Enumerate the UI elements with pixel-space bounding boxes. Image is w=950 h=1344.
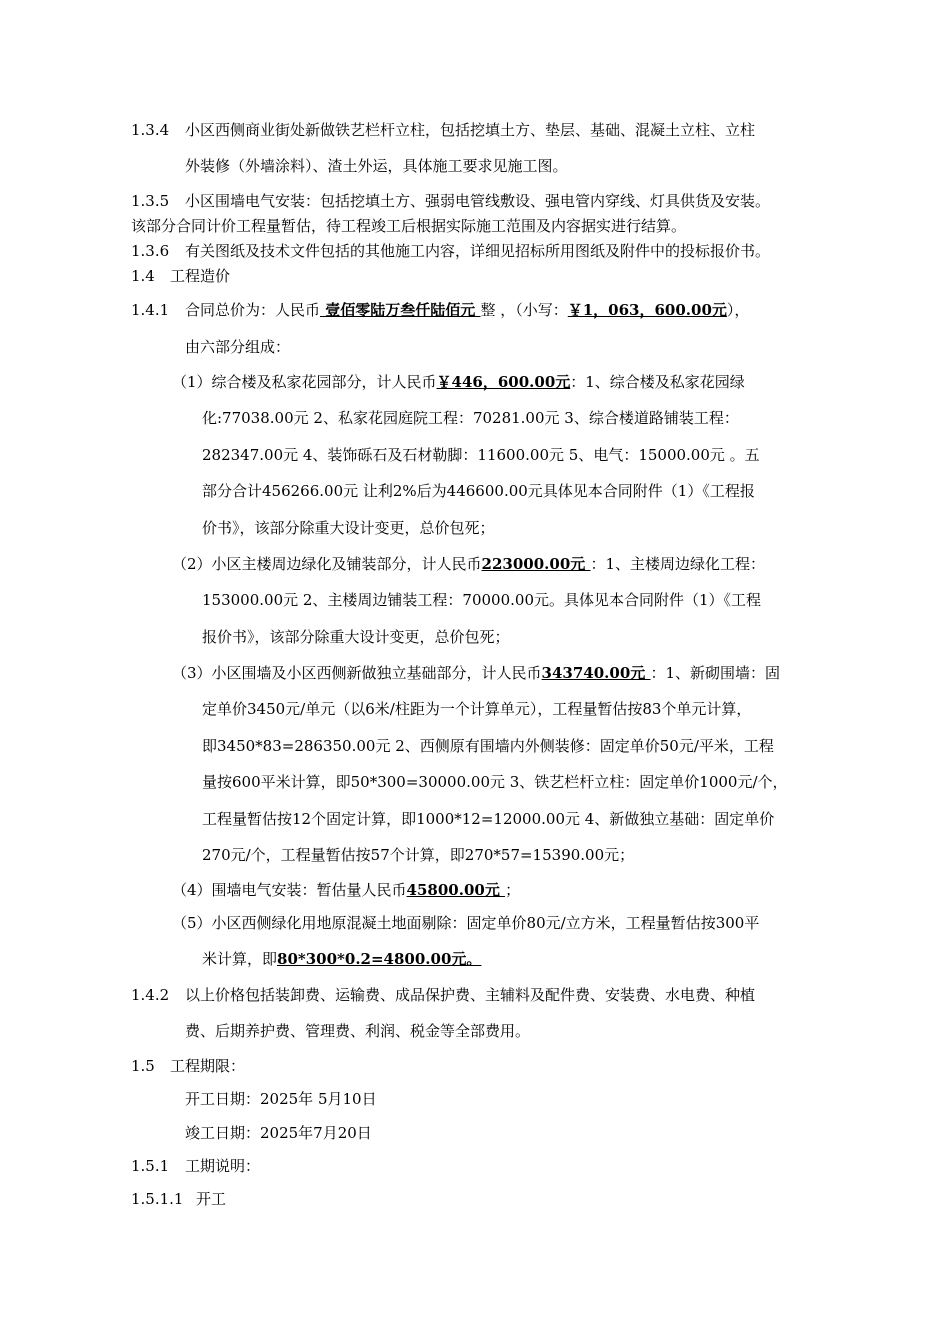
item-line	[172, 663, 780, 683]
clause-number: 1.3.6	[131, 242, 170, 260]
clause-text: 工期说明：	[185, 1157, 261, 1175]
item-line	[172, 554, 765, 574]
amount: ￥446，600.00元	[436, 373, 571, 391]
section-number: 1.5	[131, 1057, 155, 1075]
item-text: 定单价3450元/单元（以6米/柱距为一个计算单元），工程量暂估按83个单元计算，	[202, 700, 752, 718]
item-text: 工程量暂估按12个固定计算，即1000*12=12000.00元 4、新做独立基础：固定单价	[202, 810, 775, 828]
clause-text: 有关图纸及技术文件包括的其他施工内容，详细见招标所用图纸及附件中的投标报价书。	[185, 242, 771, 260]
item-text: 化:77038.00元 2、私家花园庭院工程：70281.00元 3、综合楼道路铺装工程：	[202, 409, 739, 427]
text: 整 ，（小写：	[480, 301, 568, 319]
text: ），	[726, 301, 750, 319]
clause-text: 开工	[196, 1190, 227, 1208]
clause-text: 小区围墙电气安装：包括挖填土方、强弱电管线敷设、强电管内穿线、灯具供货及安装。	[185, 192, 771, 210]
contract-total-line	[185, 300, 749, 320]
text: （1）综合楼及私家花园部分，计人民币	[172, 373, 437, 391]
completion-date: 竣工日期：2025年7月20日	[185, 1124, 372, 1142]
start-date: 开工日期：2025年 5月10日	[185, 1090, 377, 1108]
section-title: 工程期限：	[170, 1057, 246, 1075]
item-text: 部分合计456266.00元 让利2%后为446600.00元具体见本合同附件（1）《工程报	[202, 482, 755, 500]
item-text: （5）小区西侧绿化用地原混凝土地面剔除：固定单价80元/立方米，工程量暂估按300平	[172, 914, 760, 932]
item-line	[172, 372, 745, 392]
clause-number: 1.4.1	[131, 301, 170, 319]
amount: 223000.00元	[481, 555, 591, 573]
clause-number: 1.5.1.1	[131, 1190, 184, 1208]
text: ：1、主楼周边绿化工程：	[590, 555, 766, 573]
text: 合同总价为：人民币	[185, 301, 321, 319]
clause-number: 1.3.4	[131, 121, 170, 139]
amount: 343740.00元	[541, 664, 651, 682]
text: （3）小区围墙及小区西侧新做独立基础部分，计人民币	[172, 664, 542, 682]
item-text: 282347.00元 4、装饰砾石及石材勒脚：11600.00元 5、电气：15000.00元 。五	[202, 446, 760, 464]
total-amount-words: 壹佰零陆万叁仟陆佰元	[320, 301, 481, 319]
total-amount-figures: ￥1，063，600.00元	[567, 301, 727, 319]
item-line	[202, 949, 481, 969]
clause-number: 1.5.1	[131, 1157, 170, 1175]
clause-text: 费、后期养护费、管理费、利润、税金等全部费用。	[185, 1022, 531, 1040]
item-text: 报价书》，该部分除重大设计变更，总价包死；	[202, 628, 510, 646]
item-text: 270元/个，工程量暂估按57个计算，即270*57=15390.00元；	[202, 846, 635, 864]
section-title: 工程造价	[170, 267, 231, 285]
item-text: 153000.00元 2、主楼周边铺装工程：70000.00元。具体见本合同附件（1）《工程	[202, 591, 762, 609]
text: ：1、新砌围墙：固	[650, 664, 781, 682]
amount: 45800.00元	[406, 881, 506, 899]
clause-text: 以上价格包括装卸费、运输费、成品保护费、主辅料及配件费、安装费、水电费、种植	[185, 986, 756, 1004]
clause-number: 1.4.2	[131, 986, 170, 1004]
item-text: 量按600平米计算，即50*300=30000.00元 3、铁艺栏杆立柱：固定单价1000元/个，	[202, 773, 788, 791]
amount: 80*300*0.2=4800.00元。	[277, 950, 482, 968]
item-text: 价书》，该部分除重大设计变更，总价包死；	[202, 519, 495, 537]
text: ；	[505, 881, 521, 899]
item-line	[172, 880, 520, 900]
item-text: 即3450*83=286350.00元 2、西侧原有围墙内外侧装修：固定单价50元/平米，工程	[202, 737, 774, 755]
section-number: 1.4	[131, 267, 155, 285]
text: （2）小区主楼周边绿化及铺装部分，计人民币	[172, 555, 482, 573]
clause-text: 小区西侧商业街处新做铁艺栏杆立柱，包括挖填土方、垫层、基础、混凝土立柱、立柱	[185, 121, 756, 139]
text: ：1、综合楼及私家花园绿	[570, 373, 745, 391]
clause-text: 外装修（外墙涂料）、渣土外运，具体施工要求见施工图。	[185, 157, 568, 175]
text: （4）围墙电气安装：暂估量人民币	[172, 881, 407, 899]
text: 米计算，即	[202, 950, 278, 968]
clause-text: 该部分合同计价工程量暂估，待工程竣工后根据实际施工范围及内容据实进行结算。	[131, 217, 687, 235]
clause-text: 由六部分组成：	[185, 338, 291, 356]
clause-number: 1.3.5	[131, 192, 170, 210]
